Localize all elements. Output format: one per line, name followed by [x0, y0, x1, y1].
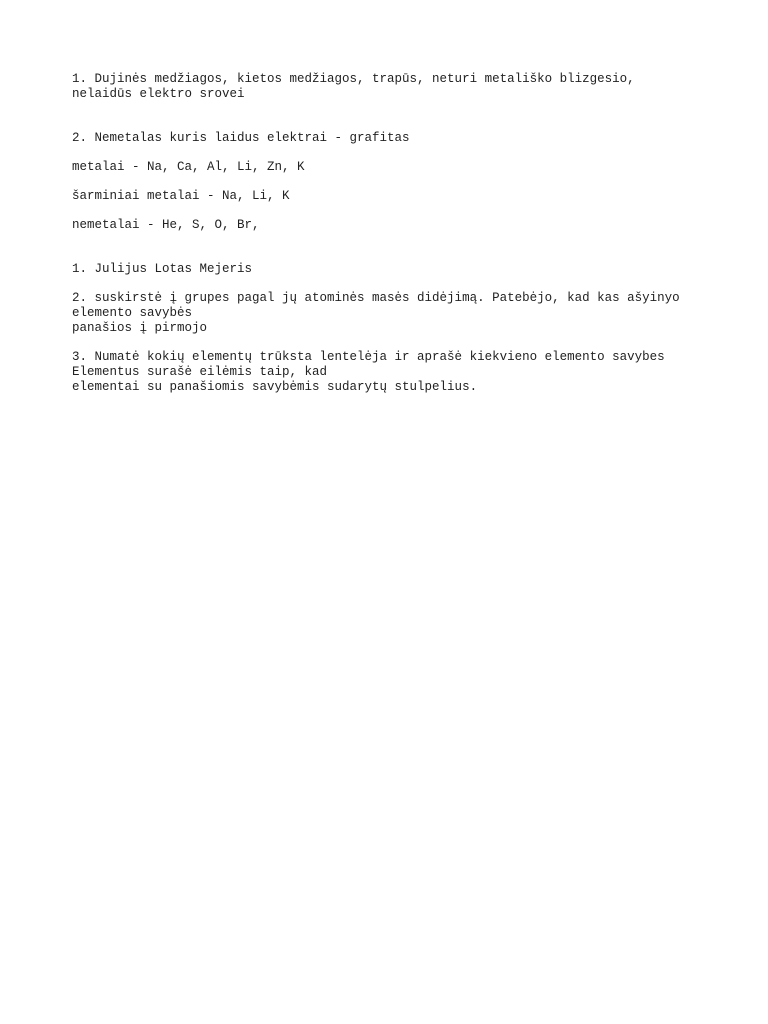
metals-list: metalai - Na, Ca, Al, Li, Zn, K	[72, 160, 305, 174]
spacer	[72, 102, 712, 131]
answer-prediction-line-1: 3. Numatė kokių elementų trūksta lentelėja ir aprašė kiekvieno elemento savybes	[72, 350, 665, 364]
answer-1-line-2: nelaidūs elektro srovei	[72, 87, 245, 101]
answer-1-line-1: 1. Dujinės medžiagos, kietos medžiagos, trapūs, neturi metališko blizgesio,	[72, 72, 635, 86]
answer-prediction-line-3: elementai su panašiomis savybėmis sudarytų stulpelius.	[72, 380, 478, 394]
spacer	[72, 175, 712, 189]
spacer	[72, 336, 712, 350]
spacer	[72, 146, 712, 160]
alkali-metals-list: šarminiai metalai - Na, Li, K	[72, 189, 290, 203]
answer-grouping-line-3: panašios į pirmojo	[72, 321, 208, 335]
nonmetals-list: nemetalai - He, S, O, Br,	[72, 218, 260, 232]
document-body	[72, 72, 712, 395]
spacer	[72, 233, 712, 262]
spacer	[72, 277, 712, 291]
answer-scientist: 1. Julijus Lotas Mejeris	[72, 262, 253, 276]
answer-grouping-line-2: elemento savybės	[72, 306, 193, 320]
answer-prediction-line-2: Elementus surašė eilėmis taip, kad	[72, 365, 328, 379]
answer-grouping-line-1: 2. suskirstė į grupes pagal jų atominės masės didėjimą. Patebėjo, kad kas ašyinyo	[72, 291, 680, 305]
spacer	[72, 204, 712, 218]
answer-2: 2. Nemetalas kuris laidus elektrai - grafitas	[72, 131, 410, 145]
